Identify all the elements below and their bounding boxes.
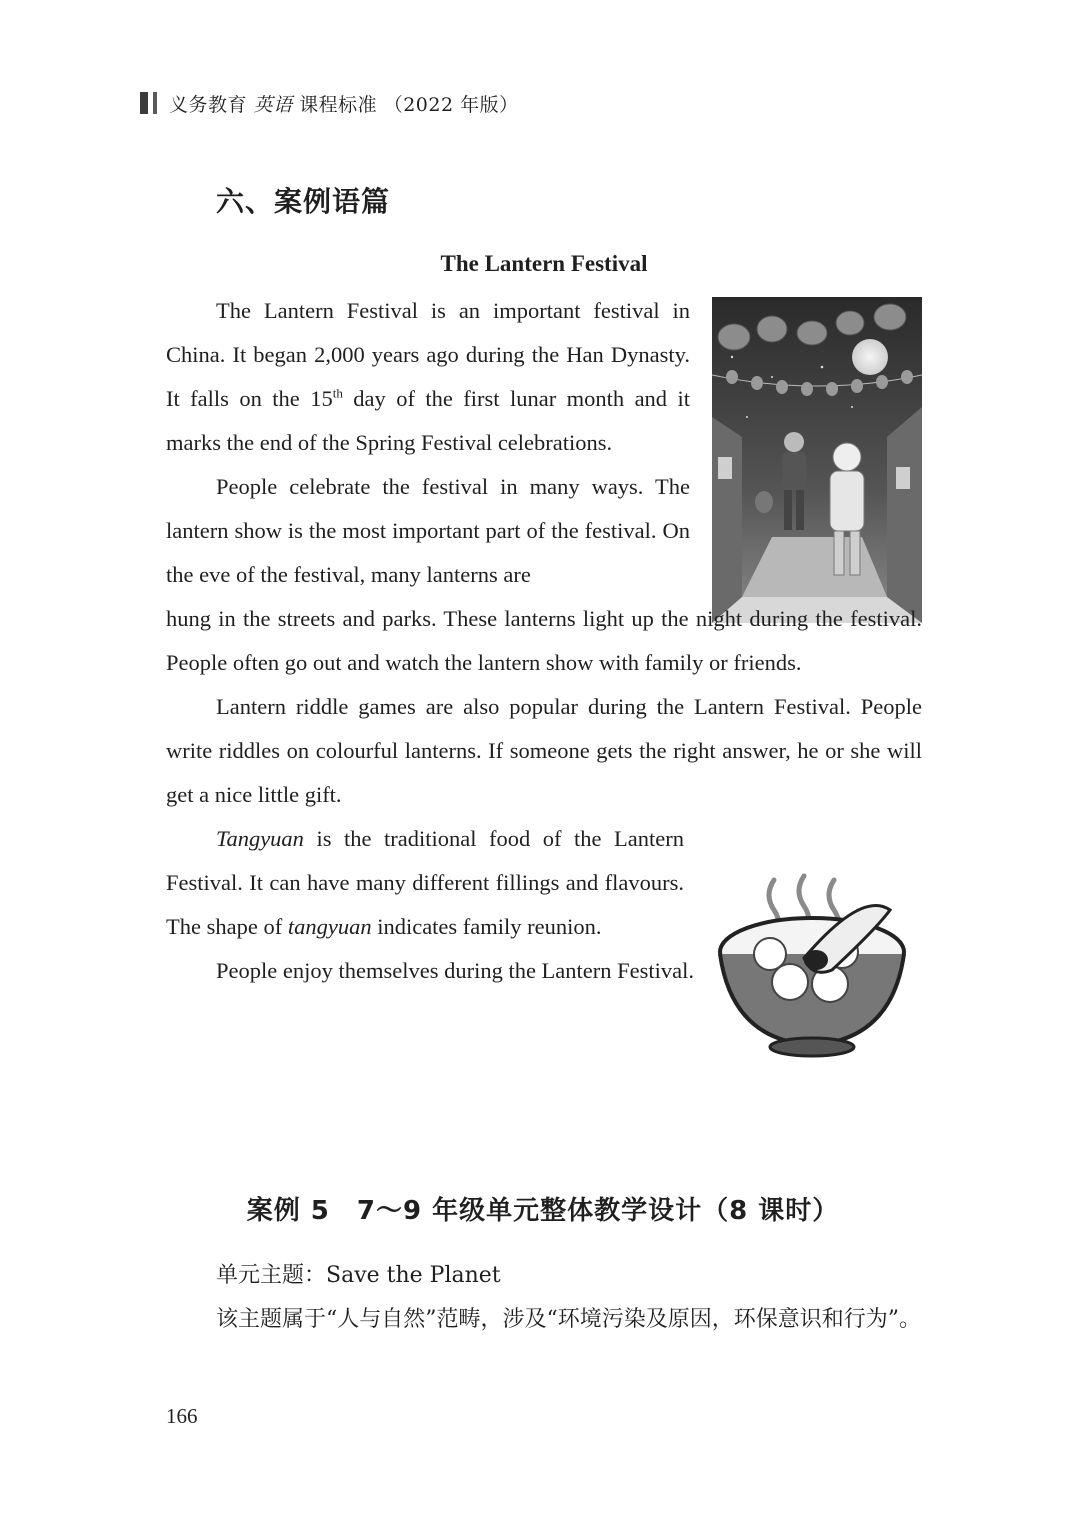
paragraph-2a: People celebrate the festival in many ways. The lantern show is the most important part of the festival. On the eve of the festival, many lanterns are (166, 474, 690, 587)
paragraph-1: The Lantern Festival is an important festival in China. It began 2,000 years ago during the Han Dynasty. It falls on the 15th day of the first lunar month and it marks the end of the Spring Festival celebrations. (166, 298, 690, 455)
header-edition: （2022 年版） (383, 93, 519, 116)
header-subject: 英语 (253, 93, 293, 116)
paragraph-5: People enjoy themselves during the Lantern Festival. (216, 958, 695, 983)
header-title: 义务教育 (169, 93, 248, 116)
running-header (140, 88, 519, 118)
unit-theme: 单元主题：Save the Planet (216, 1263, 501, 1288)
page-number: 166 (166, 1404, 198, 1428)
paragraph-2b: hung in the streets and parks. These lanterns light up the night during the festival. People often go out and watch the lantern show with family or friends. (166, 606, 922, 675)
article-title: The Lantern Festival (440, 251, 648, 276)
paragraph-3: Lantern riddle games are also popular during the Lantern Festival. People write riddles on colourful lanterns. If someone gets the right answer, he or she will get a nice little gift. (166, 694, 922, 807)
header-doc: 课程标准 (299, 93, 378, 116)
unit-description: 该主题属于“人与自然”范畴，涉及“环境污染及原因，环保意识和行为”。 (216, 1307, 921, 1332)
section-title: 六、案例语篇 (216, 185, 391, 218)
article-body (166, 289, 922, 993)
paragraph-4: Tangyuan is the traditional food of the Lantern Festival. It can have many different fillings and flavours. The shape of tangyuan indicates family reunion. (166, 826, 684, 939)
header-text (169, 90, 519, 117)
case-title: 案例 5 7～9 年级单元整体教学设计（8 课时） (246, 1196, 840, 1226)
header-bar-icon (140, 92, 157, 114)
